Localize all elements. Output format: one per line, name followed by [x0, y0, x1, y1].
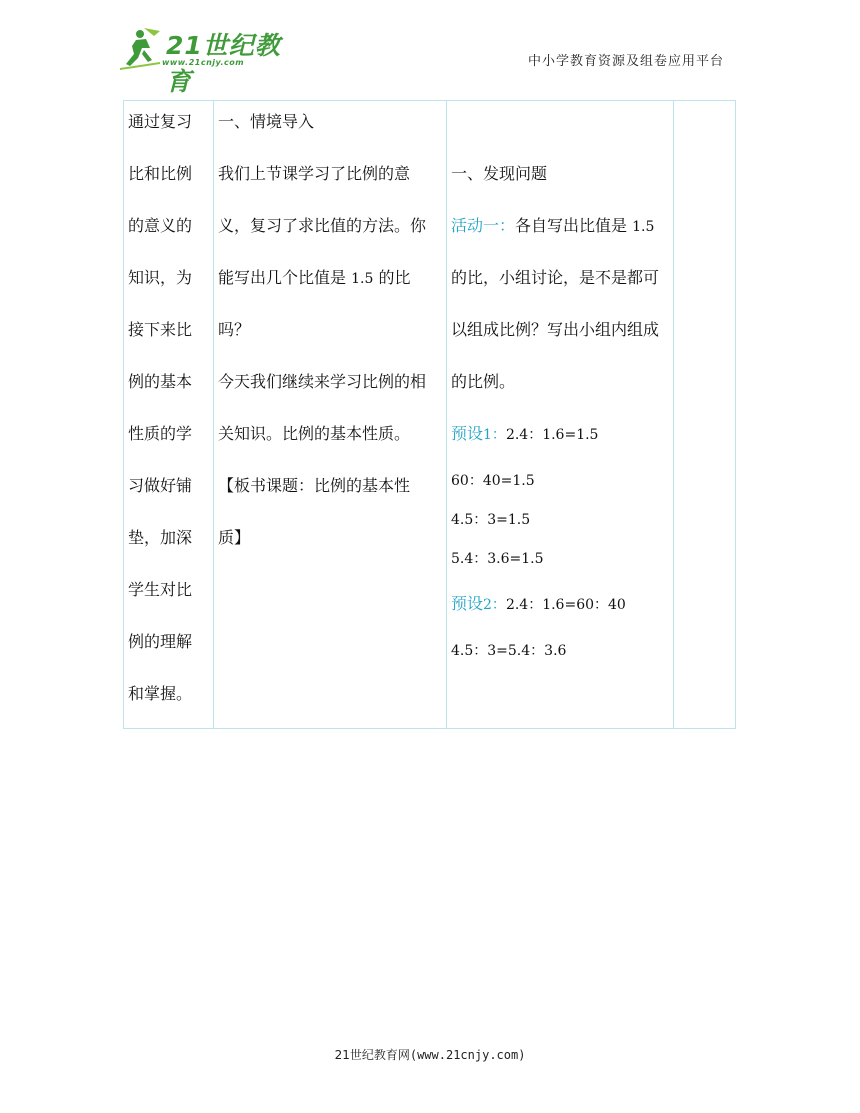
teacher-text-line: 吗？: [218, 320, 251, 339]
teacher-text-line: 我们上节课学习了比例的意: [218, 164, 411, 183]
logo: [116, 26, 286, 96]
preset-line: [451, 591, 626, 614]
ratio-number: 1.5: [632, 219, 655, 235]
purpose-line: 知识，为: [128, 268, 193, 287]
page-footer: [0, 1046, 860, 1063]
activity-line: 的比，小组讨论，是不是都可: [451, 268, 660, 287]
column-purpose: [124, 101, 214, 728]
purpose-line: 通过复习: [128, 112, 193, 131]
purpose-line: 学生对比: [128, 580, 193, 599]
purpose-line: 接下来比: [128, 320, 193, 339]
equation: 60：40=1.5: [451, 473, 535, 489]
preset-label: 预设: [451, 594, 484, 613]
platform-title: 中小学教育资源及组卷应用平台: [528, 54, 725, 69]
equation: 2.4：1.6=1.5: [505, 427, 599, 443]
lesson-table: [123, 100, 736, 729]
purpose-line: 例的理解: [128, 632, 193, 651]
runner-logo-icon: [116, 26, 164, 72]
purpose-line: 性质的学: [128, 424, 193, 443]
purpose-line: 的意义的: [128, 216, 193, 235]
activity-line: [451, 213, 654, 236]
ratio-number: 1.5: [351, 271, 374, 287]
teacher-text-line: 义，复习了求比值的方法。你: [218, 216, 427, 235]
preset-number: 2：: [483, 597, 506, 613]
teacher-text: 的比: [378, 268, 411, 287]
purpose-line: 例的基本: [128, 372, 193, 391]
purpose-line: 比和比例: [128, 164, 193, 183]
logo-text: 21世纪教育: [166, 31, 281, 96]
logo-url: www.21cnjy.com: [162, 58, 245, 67]
purpose-line: 习做好铺: [128, 476, 193, 495]
footer-site-name: 21世纪教育网: [334, 1048, 410, 1062]
purpose-line: 垫，加深: [128, 528, 193, 547]
activity-label: 活动一：: [451, 216, 516, 235]
equation: 2.4：1.6=60：40: [505, 597, 626, 613]
teacher-text: 能写出几个比值是: [218, 268, 347, 287]
teacher-text-line: [218, 265, 410, 288]
column-notes: [674, 101, 735, 728]
board-title-line: 【板书课题：比例的基本性: [218, 476, 411, 495]
board-title-line: 质】: [218, 528, 251, 547]
equation: 5.4：3.6=1.5: [451, 551, 544, 567]
preset-line: [451, 421, 598, 444]
section-heading: 一、发现问题: [451, 164, 548, 183]
section-heading: 一、情境导入: [218, 112, 315, 131]
purpose-line: 和掌握。: [128, 684, 193, 703]
activity-line: 以组成比例？写出小组内组成: [451, 320, 660, 339]
teacher-text-line: 关知识。比例的基本性质。: [218, 424, 411, 443]
activity-line: 的比例。: [451, 372, 516, 391]
equation: 4.5：3=1.5: [451, 512, 531, 528]
page-header: [0, 0, 860, 96]
preset-number: 1：: [483, 427, 506, 443]
preset-label: 预设: [451, 424, 484, 443]
activity-text: 各自写出比值是: [515, 216, 628, 235]
equation: 4.5：3=5.4：3.6: [451, 643, 567, 659]
column-teacher: [214, 101, 447, 728]
column-student: [447, 101, 674, 728]
footer-site-url: (www.21cnjy.com): [409, 1048, 526, 1062]
teacher-text-line: 今天我们继续来学习比例的相: [218, 372, 427, 391]
